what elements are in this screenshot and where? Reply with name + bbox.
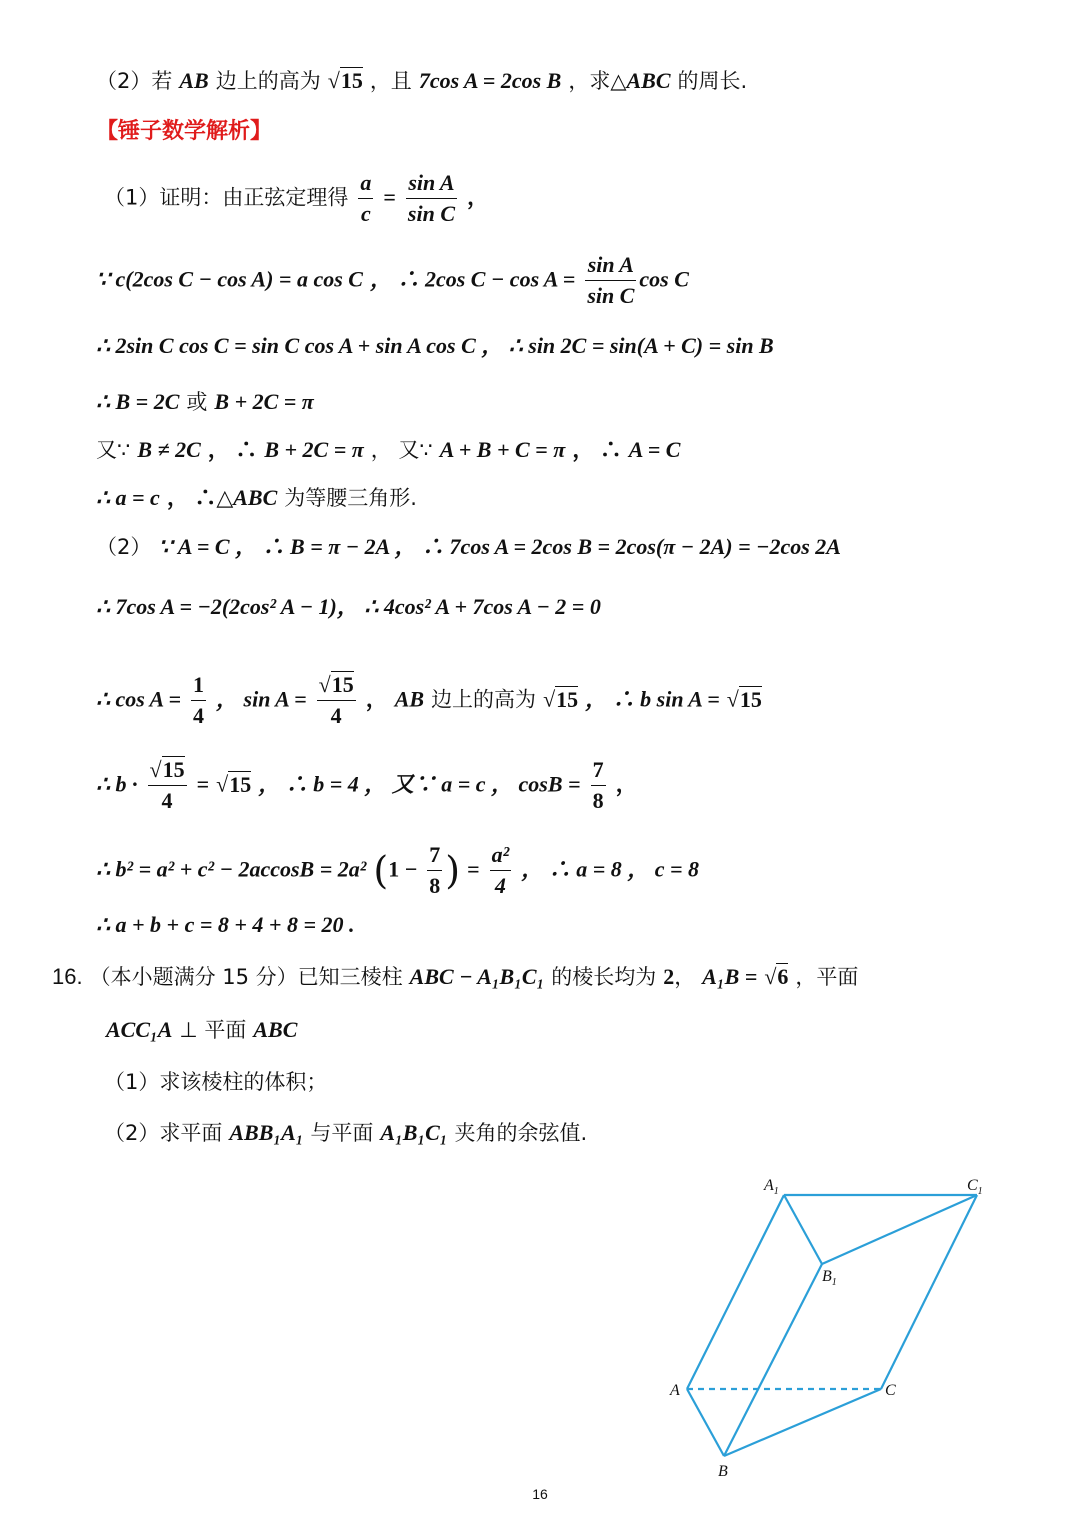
part2-4a: ∴ b ·	[96, 771, 138, 797]
proof-6d: 为等腰三角形.	[284, 486, 417, 510]
proof-eq-4b: B + 2C = π	[214, 389, 314, 414]
fraction-a-over-c: $\frac{a}{c}$	[360, 170, 372, 226]
q16-1c: 的棱长均为	[551, 965, 657, 989]
prompt-text-2: ，且	[369, 69, 412, 93]
prism-figure	[640, 1160, 1020, 1490]
proof-5a: 又∵	[96, 438, 131, 462]
part2-3h: 15	[739, 686, 762, 712]
q16-1d: 2	[663, 964, 675, 989]
label-b: B	[718, 1463, 728, 1480]
proof-5d: B + 2C = π	[264, 437, 364, 462]
label-c: C	[885, 1382, 896, 1399]
q16-sub2a: （2）求平面	[104, 1121, 223, 1145]
edge-a1b1	[784, 1195, 822, 1264]
part2-line-1	[96, 532, 841, 563]
proof-eq-2c: cos C	[639, 266, 689, 292]
q16-line-1: 16. （本小题满分 15 分）已知三棱柱 ABC − A₁B₁C₁ 的棱长均为 2， A₁B = √6 ，平面	[52, 964, 859, 989]
q16-sub1: （1）求该棱柱的体积；	[104, 1070, 328, 1094]
prompt-text-3: ，求△	[568, 69, 627, 93]
label-b1: $B_1$	[822, 1268, 837, 1288]
page-number: 16	[532, 1486, 548, 1502]
prompt-text: 边上的高为	[215, 69, 321, 93]
proof-5b: B ≠ 2C	[137, 437, 201, 462]
proof-or: 或	[186, 390, 208, 414]
part2-eq-1: ∵ A = C ， ∴ B = π − 2A ， ∴ 7cos A = 2cos B = 2cos(π − 2A) = −2cos 2A	[158, 534, 841, 559]
fraction-a2-over-4: $\frac{\text{a²}}{4}$	[491, 842, 510, 898]
prompt-prefix: （2）若	[96, 69, 173, 93]
part2-3b: ， sin A =	[216, 686, 307, 712]
proof-5c: ， ∴	[207, 437, 258, 462]
part2-line-5: ∴ b² = a² + c² − 2accosB = 2a² (1 − $\frac{7}{8}$ ) = $\frac{\text{a²}}{4}$ ， ∴ a = 8 ， c = 8	[96, 840, 699, 901]
q16-2c: ABC	[253, 1017, 298, 1042]
edge-a1a	[687, 1195, 784, 1389]
proof-line-2	[96, 250, 689, 311]
part2-prompt: （2）若 AB 边上的高为 √15 ，且 7cos A = 2cos B ，求△ABC 的周长.	[96, 68, 748, 93]
prompt-ab: AB	[179, 68, 209, 93]
part2-line-4: ∴ b · $\frac{√15}{4}$ = √15 ， ∴ b = 4 ， 又∵ a = c ， cosB = $\frac{7}{8}$ ，	[96, 755, 638, 816]
edge-bc	[724, 1389, 881, 1456]
proof-intro: （1）证明：由正弦定理得	[104, 185, 349, 210]
part2-line-6	[96, 910, 354, 941]
q16-line-2	[106, 1015, 297, 1046]
q16-2a: ACC₁A	[106, 1017, 173, 1042]
edge-b1b	[724, 1264, 822, 1456]
proof-5g: ， ∴	[572, 437, 622, 462]
proof-line-4	[96, 387, 314, 418]
q16-sub2b: ABB₁A₁	[229, 1120, 304, 1145]
proof-eq-2b: ， ∴ 2cos C − cos A =	[369, 266, 576, 292]
part2-4d: ， ∴ b = 4 ， 又∵ a = c ， cosB =	[258, 771, 581, 797]
fraction-7-over-8-b: $\frac{7}{8}$	[429, 842, 441, 898]
q16-2b: ⊥ 平面	[179, 1018, 247, 1042]
proof-eq-3: ∴ 2sin C cos C = sin C cos A + sin A cos C ， ∴ sin 2C = sin(A + C) = sin B	[96, 333, 774, 358]
proof-eq-2a: ∵ c(2cos C − cos A) = a cos C	[96, 266, 363, 292]
solution-heading: 【锤子数学解析】	[96, 119, 273, 144]
part2-5a: ∴ b² = a² + c² − 2accosB = 2a²	[96, 856, 367, 882]
proof-6c: ABC	[233, 485, 278, 510]
proof-5h: A = C	[628, 437, 681, 462]
label-a1: $A_1$	[764, 1177, 779, 1197]
fraction-sinA-over-sinC: $\frac{\text{sin A}}{\text{sin C}}$	[407, 170, 456, 226]
q16-sub2e: 夹角的余弦值.	[454, 1121, 588, 1145]
fraction-sinA-over-sinC-2: $\frac{\text{sin A}}{\text{sin C}}$	[587, 252, 635, 308]
part2-eq-2: ∴ 7cos A = −2(2cos² A − 1)， ∴ 4cos² A + 7cos A − 2 = 0	[96, 594, 601, 619]
q16-1a: （本小题满分 15 分）已知三棱柱	[89, 965, 403, 989]
q16-1f: A₁B =	[702, 964, 758, 989]
prompt-abc: ABC	[626, 68, 671, 93]
part2-3f: 15	[556, 686, 579, 712]
proof-line-5	[96, 435, 680, 466]
part2-3e: 边上的高为	[431, 687, 537, 712]
edge-b1c1	[822, 1195, 977, 1264]
proof-eq-4a: ∴ B = 2C	[96, 389, 180, 414]
q16-1h: ，平面	[795, 965, 859, 989]
fraction-1-over-4: $\frac{1}{4}$	[193, 672, 205, 728]
q16-sub2	[104, 1118, 587, 1149]
proof-line-6	[96, 483, 417, 514]
proof-line-3	[96, 331, 774, 362]
part2-5c: ， ∴ a = 8 ， c = 8	[521, 856, 700, 882]
proof-5f: A + B + C = π	[439, 437, 566, 462]
fraction-sqrt15-over-4: $\frac{√15}{4}$	[318, 672, 354, 728]
proof-6b: ， ∴△	[166, 485, 234, 510]
edge-ab	[687, 1389, 724, 1456]
q16-1g: 6	[777, 964, 789, 989]
prompt-sqrt: 15	[340, 68, 363, 93]
question-number: 16.	[52, 964, 83, 989]
prompt-equation: 7cos A = 2cos B	[418, 68, 562, 93]
part2-line-3: ∴ cos A = $\frac{1}{4}$ ， sin A = $\frac{√15}{4}$ ， AB 边上的高为 √15 ， ∴ b sin A = √15	[96, 670, 762, 731]
part2-3g: ， ∴ b sin A =	[585, 686, 720, 712]
fraction-7-over-8: $\frac{7}{8}$	[592, 757, 604, 813]
q16-1b: ABC − A₁B₁C₁	[409, 964, 545, 989]
part2-line-2	[96, 592, 601, 623]
part2-3a: ∴ cos A =	[96, 686, 182, 712]
part2-eq-6: ∴ a + b + c = 8 + 4 + 8 = 20 .	[96, 912, 355, 937]
part2-prefix: （2）	[96, 535, 152, 559]
part2-3d: AB	[394, 686, 425, 712]
proof-5e: ， 又∵	[370, 438, 433, 462]
label-a: A	[670, 1382, 680, 1399]
prompt-end: 的周长.	[677, 69, 748, 93]
part2-5-inner: 1 −	[388, 856, 418, 882]
label-c1: $C_1$	[967, 1177, 983, 1197]
proof-6a: ∴ a = c	[96, 485, 160, 510]
proof-line-1: （1）证明：由正弦定理得 $\frac{a}{c}$ = $\frac{\text{sin A}}{\text{sin C}}$ ，	[104, 168, 489, 229]
q16-sub2c: 与平面	[310, 1121, 374, 1145]
q16-sub2d: A₁B₁C₁	[380, 1120, 448, 1145]
part2-4c: 15	[229, 771, 252, 797]
fraction-sqrt15-over-4-b: $\frac{√15}{4}$	[149, 757, 185, 813]
edge-c1c	[881, 1195, 977, 1389]
